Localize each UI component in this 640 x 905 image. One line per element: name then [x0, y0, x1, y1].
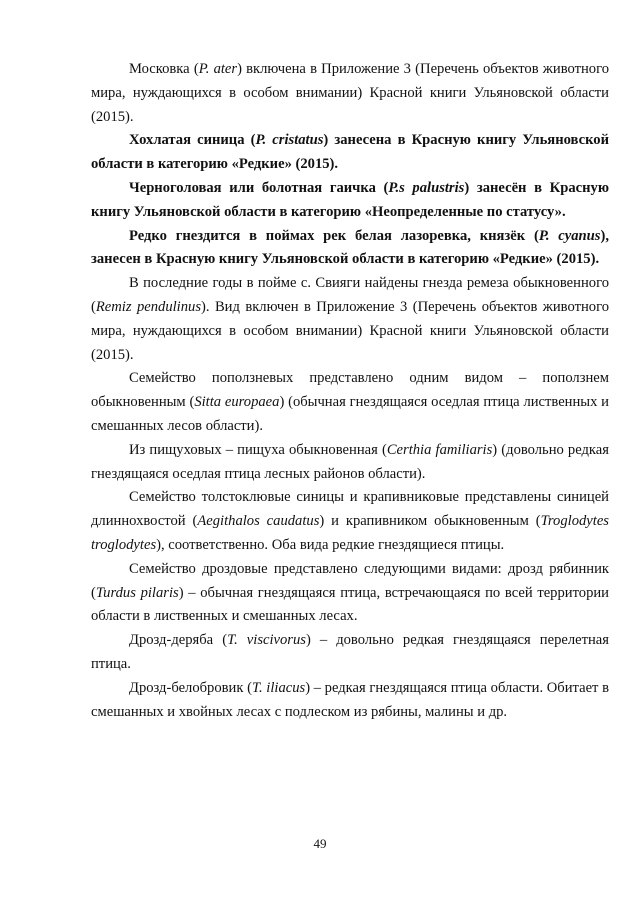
paragraph [91, 486, 609, 557]
paragraph [91, 272, 609, 367]
text-run: ) – довольно редкая гнездящаяся перелетная птица. [91, 632, 609, 672]
paragraph [91, 677, 609, 725]
text-run: Семейство толстоклювые синицы и крапивниковые представлены синицей длиннохвостой ( [91, 489, 609, 530]
species-name: Turdus pilaris [95, 584, 179, 601]
text-run: ) включена в Приложение 3 (Перечень объектов животного мира, нуждающихся в особом внимании) Красной книги Ульяновской области (2015). [91, 61, 609, 125]
text-run: ) (обычная гнездящаяся оседлая птица лиственных и смешанных лесов области). [91, 394, 609, 434]
paragraph [91, 177, 609, 225]
text-run: ), занесен в Красную книгу Ульяновской области в категорию «Редкие» (2015). [91, 227, 609, 268]
page-body [91, 58, 609, 724]
paragraph [91, 629, 609, 677]
species-name: P. ater [198, 61, 238, 77]
text-run: ) и крапивником обыкновенным ( [319, 513, 541, 530]
text-run: ). Вид включен в Приложение 3 (Перечень объектов животного мира, нуждающихся в особом внимании) Красной книги Ульяновской области (2015). [91, 298, 609, 363]
paragraph [91, 129, 609, 177]
text-run: ) занесён в Красную книгу Ульяновской области в категорию «Неопределенные по статусу». [91, 179, 609, 220]
species-name: Certhia familiaris [386, 441, 493, 458]
paragraph [91, 225, 609, 273]
paragraph [91, 58, 609, 129]
species-name: P. cyanus [538, 227, 601, 244]
page-number: 49 [313, 836, 327, 851]
species-name: P. cristatus [255, 132, 324, 149]
species-name: Remiz pendulinus [95, 298, 202, 315]
species-name: Sitta europaea [194, 394, 280, 411]
text-run: ) занесена в Красную книгу Ульяновской области в категорию «Редкие» (2015). [91, 132, 609, 173]
paragraph [91, 558, 609, 629]
text-run: ), соответственно. Оба вида редкие гнездящиеся птицы. [156, 536, 505, 553]
species-name: T. iliacus [251, 679, 306, 696]
text-run: Московка ( [129, 61, 199, 77]
text-run: Дрозд-белобровик ( [129, 679, 252, 696]
text-run: Семейство поползневых представлено одним видом – поползнем обыкновенным ( [91, 370, 609, 411]
paragraph [91, 439, 609, 487]
text-run: В последние годы в пойме с. Свияги найдены гнезда ремеза обыкновенного ( [91, 275, 609, 315]
text-run: Дрозд-деряба ( [129, 632, 228, 649]
text-run: Семейство дроздовые представлено следующими видами: дрозд рябинник ( [91, 560, 609, 601]
text-run: Черноголовая или болотная гаичка ( [129, 179, 389, 196]
text-run: ) – редкая гнездящаяся птица области. Обитает в смешанных и хвойных лесах с подлеском из рябины, малины и др. [91, 679, 609, 720]
text-run: Хохлатая синица ( [129, 132, 256, 149]
text-run: Из пищуховых – пищуха обыкновенная ( [129, 441, 387, 458]
species-name: T. viscivorus [227, 632, 306, 649]
text-run: ) (довольно редкая гнездящаяся оседлая птица лесных районов области). [91, 441, 609, 482]
paragraph [91, 367, 609, 438]
text-run: ) – обычная гнездящаяся птица, встречающаяся по всей территории области в лиственных и смешанных лесах. [91, 584, 609, 625]
text-run: Редко гнездится в поймах рек белая лазоревка, князёк ( [129, 227, 539, 244]
species-name: Aegithalos caudatus [197, 513, 320, 530]
species-name: P.s palustris [388, 179, 465, 196]
species-name: Troglodytes troglodytes [91, 513, 609, 553]
